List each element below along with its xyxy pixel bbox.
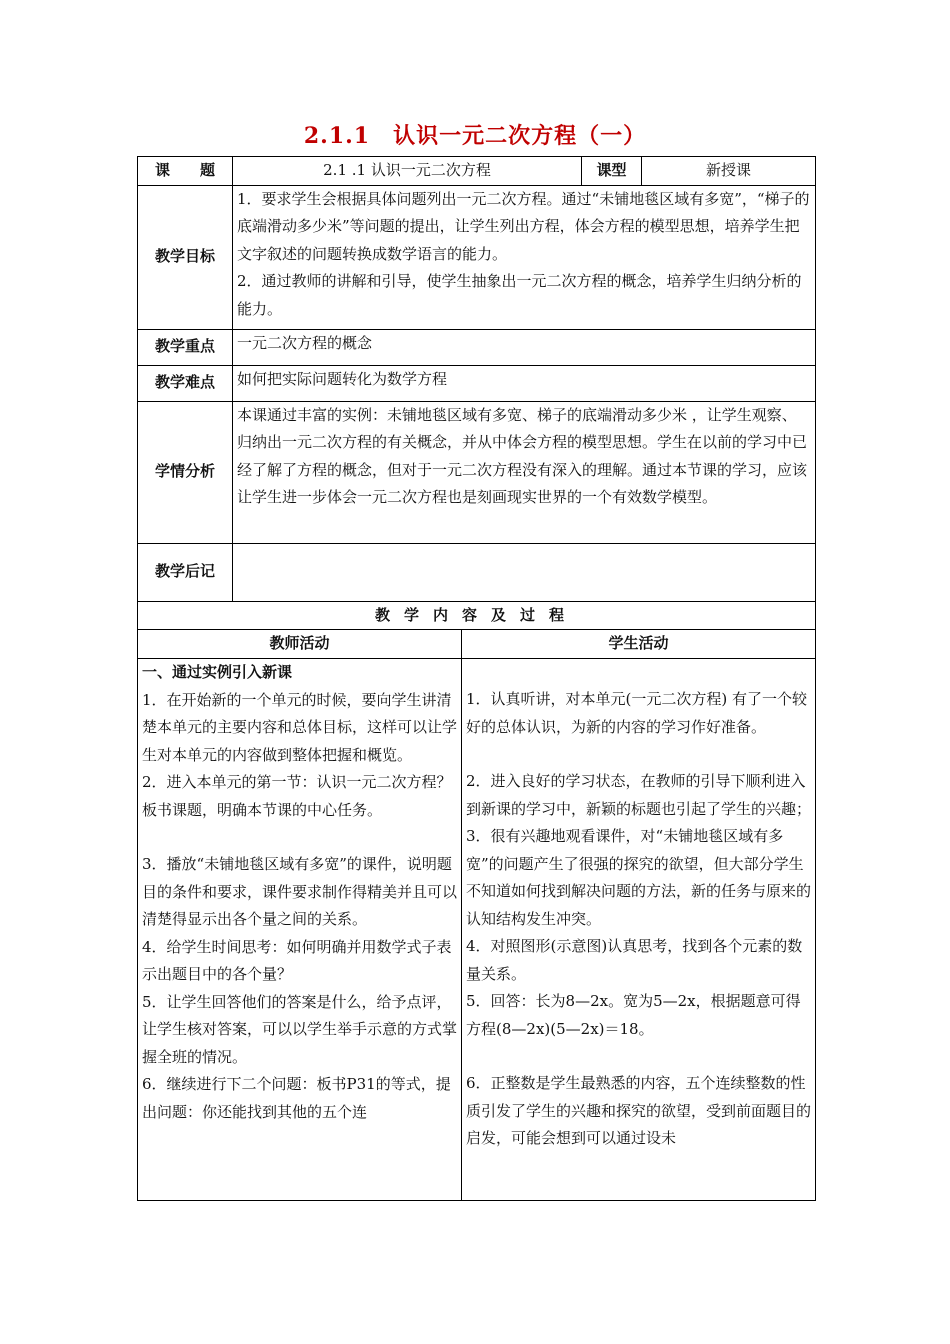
page-title: 2.1.1 认识一元二次方程（一）	[303, 123, 647, 149]
student-activity-cell	[462, 659, 816, 1201]
student-step: 3．很有兴趣地观看课件，对“未铺地毯区域有多宽”的问题产生了很强的探究的欲望，但大部分学生不知道如何找到解决问题的方法，新的任务与原来的认知结构发生冲突。	[466, 827, 812, 928]
student-step: 4．对照图形(示意图)认真思考，找到各个元素的数量关系。	[466, 937, 803, 983]
teacher-activity-header: 教师活动	[138, 630, 462, 659]
analysis-label: 学情分析	[138, 401, 233, 543]
teacher-step: 5．让学生回答他们的答案是什么，给予点评，让学生核对答案，可以以学生举手示意的方式掌握全班的情况。	[142, 992, 458, 1066]
topic-label: 课 题	[138, 157, 233, 186]
teacher-step: 2．进入本单元的第一节：认识一元二次方程？板书课题，明确本节课的中心任务。	[142, 773, 452, 819]
goals-cell	[233, 185, 816, 329]
student-step: 2．进入良好的学习状态，在教师的引导下顺利进入到新课的学习中，新颖的标题也引起了学生的兴趣；	[466, 772, 812, 818]
notes-value	[233, 543, 816, 601]
key-value: 一元二次方程的概念	[233, 329, 816, 365]
goals-row	[138, 185, 816, 329]
type-value: 新授课	[642, 157, 816, 186]
student-step: 1．认真听讲，对本单元(一元二次方程) 有了一个较好的总体认识，为新的内容的学习作好准备。	[466, 690, 808, 736]
teacher-activity-cell	[138, 659, 462, 1201]
key-label: 教学重点	[138, 329, 233, 365]
type-label: 课型	[582, 157, 642, 186]
teacher-step: 6．继续进行下二个问题：板书P31的等式，提出问题：你还能找到其他的五个连	[142, 1075, 451, 1121]
student-step: 6．正整数是学生最熟悉的内容，五个连续整数的性质引发了学生的兴趣和探究的欲望，受到前面题目的启发，可能会想到可以通过设未	[466, 1074, 812, 1147]
difficulty-label: 教学难点	[138, 365, 233, 401]
key-row	[138, 329, 816, 365]
analysis-value: 本课通过丰富的实例：未铺地毯区域有多宽、梯子的底端滑动多少米 ，让学生观察、归纳出一元二次方程的有关概念，并从中体会方程的模型思想。学生在以前的学习中已经了解了方程的概念，但对于一元二次方程没有深入的理解。通过本节课的学习，应该让学生进一步体会一元二次方程也是刻画现实世界的一个有效数学模型。	[233, 401, 816, 543]
goals-label: 教学目标	[138, 185, 233, 329]
section-heading: 一、通过实例引入新课	[142, 663, 293, 681]
topic-row	[138, 157, 816, 186]
analysis-row	[138, 401, 816, 543]
teacher-step: 3．播放“未铺地毯区域有多宽”的课件，说明题目的条件和要求，课件要求制作得精美并且可以清楚得显示出各个量之间的关系。	[142, 855, 458, 928]
student-step: 5．回答：长为8—2x。宽为5—2x，根据题意可得方程(8—2x)(5—2x)＝18。	[466, 992, 801, 1038]
goal-item: 1．要求学生会根据具体问题列出一元二次方程。通过“未铺地毯区域有多宽”，“梯子的底端滑动多少米”等问题的提出，让学生列出方程，体会方程的模型思想，培养学生把文字叙述的问题转换成数学语言的能力。	[237, 189, 810, 263]
difficulty-value: 如何把实际问题转化为数学方程	[233, 365, 816, 401]
topic-value: 2.1 .1 认识一元二次方程	[233, 157, 582, 186]
activity-header-row	[138, 630, 816, 659]
process-title: 教学内容及过程	[138, 601, 816, 630]
teacher-step: 4．给学生时间思考：如何明确并用数学式子表示出题目中的各个量？	[142, 937, 452, 983]
student-activity-header: 学生活动	[462, 630, 816, 659]
notes-row	[138, 543, 816, 601]
notes-label: 教学后记	[138, 543, 233, 601]
goal-item: 2．通过教师的讲解和引导，使学生抽象出一元二次方程的概念，培养学生归纳分析的能力。	[237, 272, 802, 318]
lesson-plan-table	[137, 156, 816, 1201]
activity-content-row	[138, 659, 816, 1201]
difficulty-row	[138, 365, 816, 401]
process-title-row	[138, 601, 816, 630]
teacher-step: 1．在开始新的一个单元的时候，要向学生讲清楚本单元的主要内容和总体目标，这样可以让学生对本单元的内容做到整体把握和概览。	[142, 690, 458, 764]
